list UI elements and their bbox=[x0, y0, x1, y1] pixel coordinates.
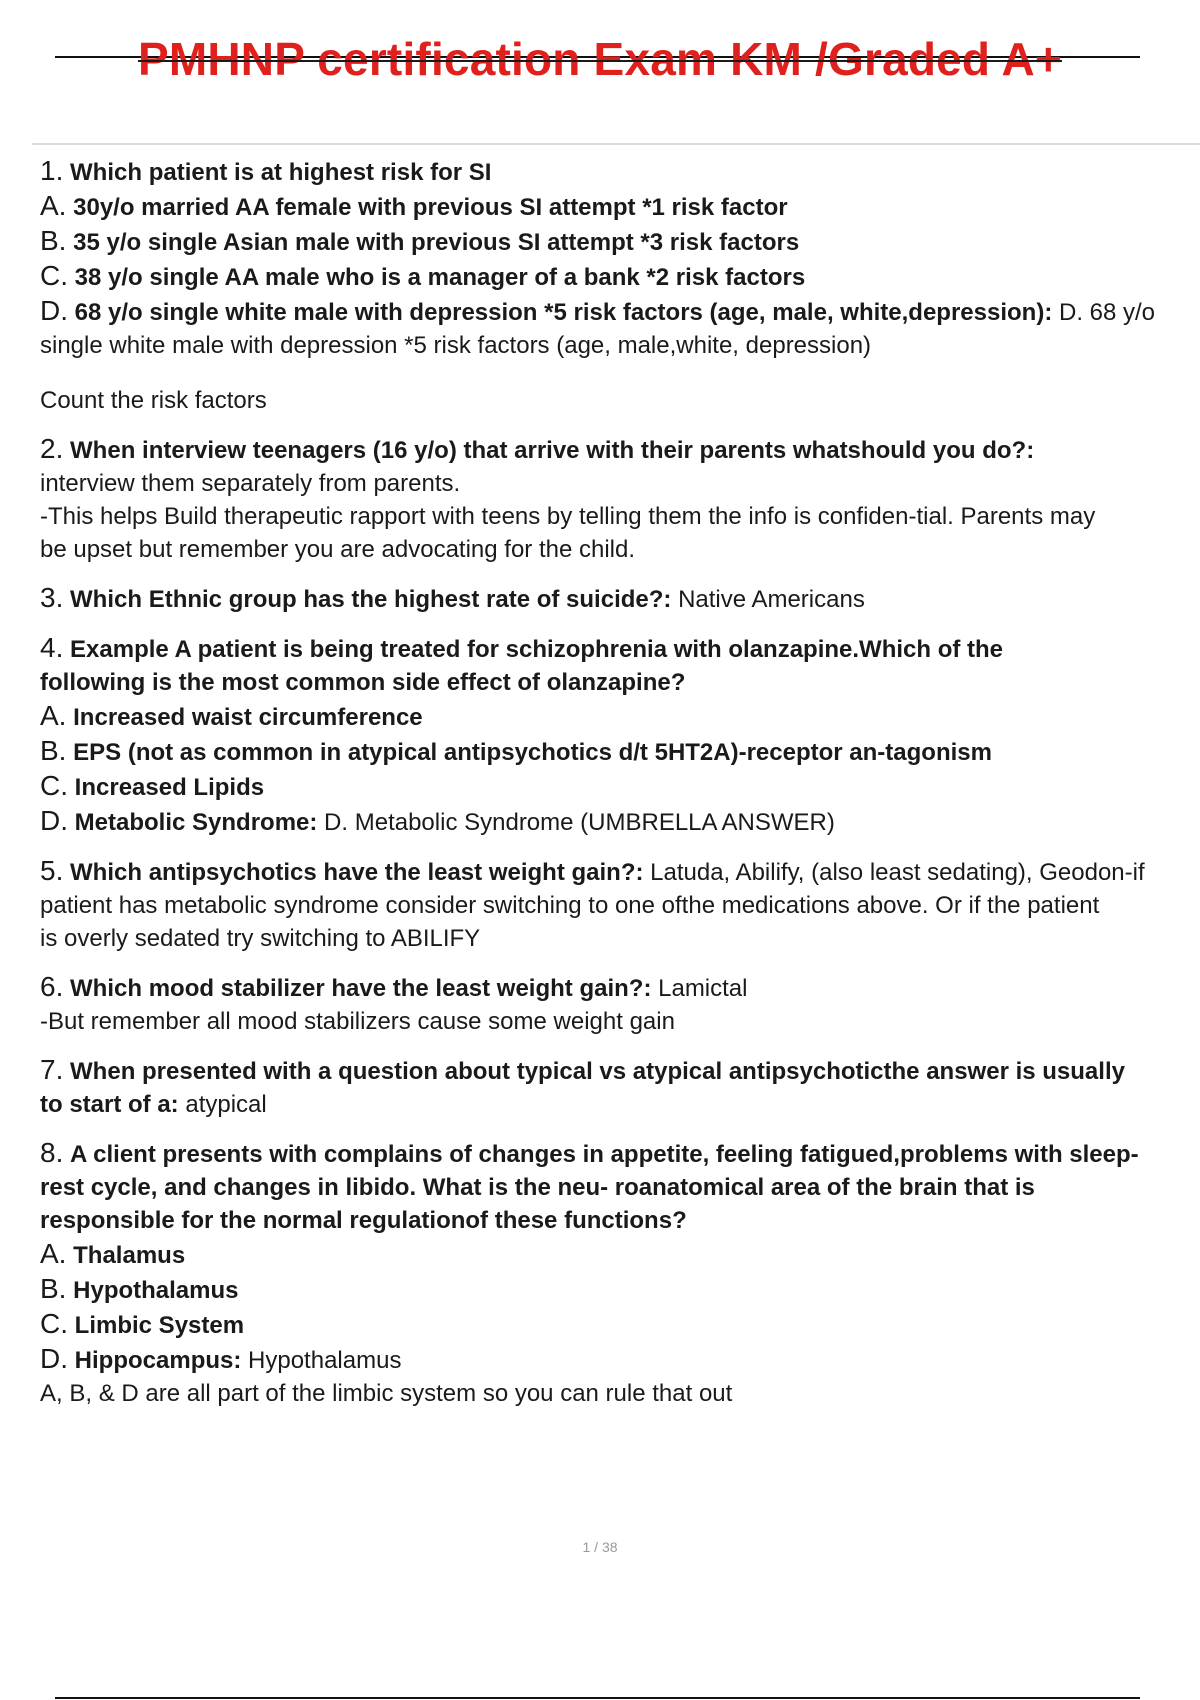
option-text: 35 y/o single Asian male with previous SI attempt *3 risk factors bbox=[73, 229, 800, 256]
question-number: 1. bbox=[40, 155, 64, 186]
question-2 bbox=[40, 432, 1192, 566]
option-letter: A. bbox=[40, 1238, 67, 1269]
option-text: EPS (not as common in atypical antipsychotics d/t 5HT2A)-receptor an-tagonism bbox=[73, 739, 992, 766]
option-text: Thalamus bbox=[73, 1242, 186, 1269]
document-body bbox=[40, 154, 1192, 1425]
answer-text: Native Americans bbox=[671, 586, 865, 613]
option-text: Increased waist circumference bbox=[73, 704, 423, 731]
study-note: Count the risk factors bbox=[40, 387, 267, 414]
question-text: rest cycle, and changes in libido. What is the neu- roanatomical area of the brain that is bbox=[40, 1174, 1035, 1201]
question-8 bbox=[40, 1136, 1192, 1410]
question-number: 5. bbox=[40, 855, 64, 886]
footer-rule bbox=[55, 1697, 1140, 1699]
answer-text: D. Metabolic Syndrome (UMBRELLA ANSWER) bbox=[317, 809, 835, 836]
study-note: -But remember all mood stabilizers cause some weight gain bbox=[40, 1008, 675, 1035]
answer-continuation: patient has metabolic syndrome consider switching to one ofthe medications above. Or if the patient bbox=[40, 892, 1100, 919]
option-text: 38 y/o single AA male who is a manager of a bank *2 risk factors bbox=[74, 264, 806, 291]
question-text: following is the most common side effect of olanzapine? bbox=[40, 669, 686, 696]
spacer bbox=[40, 362, 1192, 384]
answer-continuation: is overly sedated try switching to ABILIFY bbox=[40, 925, 481, 952]
question-text: Example A patient is being treated for schizophrenia with olanzapine.Which of the bbox=[70, 636, 1004, 663]
answer-continuation: single white male with depression *5 risk factors (age, male,white, depression) bbox=[40, 332, 872, 359]
option-text: Increased Lipids bbox=[74, 774, 265, 801]
answer-text: Latuda, Abilify, (also least sedating), Geodon-if bbox=[643, 859, 1145, 886]
question-3 bbox=[40, 581, 1192, 616]
option-letter: C. bbox=[40, 770, 68, 801]
option-letter: D. bbox=[40, 295, 68, 326]
question-text: Which Ethnic group has the highest rate of suicide?: bbox=[70, 586, 672, 613]
option-letter: C. bbox=[40, 1308, 68, 1339]
option-letter: D. bbox=[40, 1343, 68, 1374]
option-text: Hippocampus: bbox=[74, 1347, 242, 1374]
question-7 bbox=[40, 1053, 1192, 1121]
explanation-line: -This helps Build therapeutic rapport with teens by telling them the info is confiden-tial. Parents may bbox=[40, 503, 1096, 530]
study-note: A, B, & D are all part of the limbic system so you can rule that out bbox=[40, 1380, 733, 1407]
option-letter: A. bbox=[40, 700, 67, 731]
question-number: 4. bbox=[40, 632, 64, 663]
question-text: Which antipsychotics have the least weight gain?: bbox=[70, 859, 644, 886]
option-text: 30y/o married AA female with previous SI attempt *1 risk factor bbox=[73, 194, 788, 221]
question-number: 7. bbox=[40, 1054, 64, 1085]
option-letter: D. bbox=[40, 805, 68, 836]
option-text: Limbic System bbox=[74, 1312, 245, 1339]
question-number: 8. bbox=[40, 1137, 64, 1168]
question-text: responsible for the normal regulationof these functions? bbox=[40, 1207, 687, 1234]
answer-text: Lamictal bbox=[651, 975, 748, 1002]
question-4 bbox=[40, 631, 1192, 839]
question-text: When interview teenagers (16 y/o) that arrive with their parents whatshould you do?: bbox=[70, 437, 1035, 464]
answer-text: atypical bbox=[178, 1091, 267, 1118]
document-title: PMHNP certification Exam KM /Graded A+ bbox=[137, 33, 1062, 85]
option-text: Metabolic Syndrome: bbox=[74, 809, 318, 836]
option-letter: C. bbox=[40, 260, 68, 291]
option-letter: B. bbox=[40, 1273, 67, 1304]
option-letter: A. bbox=[40, 190, 67, 221]
question-6 bbox=[40, 970, 1192, 1038]
question-text: to start of a: bbox=[40, 1091, 179, 1118]
explanation-line: be upset but remember you are advocating for the child. bbox=[40, 536, 636, 563]
question-5 bbox=[40, 854, 1192, 955]
question-number: 3. bbox=[40, 582, 64, 613]
answer-text: D. 68 y/o bbox=[1052, 299, 1156, 326]
answer-text: Hypothalamus bbox=[241, 1347, 402, 1374]
answer-text: interview them separately from parents. bbox=[40, 470, 461, 497]
question-1 bbox=[40, 154, 1192, 417]
question-text: Which patient is at highest risk for SI bbox=[70, 159, 492, 186]
header-separator bbox=[32, 143, 1200, 145]
question-number: 6. bbox=[40, 971, 64, 1002]
page-indicator: 1 / 38 bbox=[582, 1539, 618, 1555]
question-text: A client presents with complains of changes in appetite, feeling fatigued,problems with sleep- bbox=[70, 1141, 1139, 1168]
question-text: When presented with a question about typical vs atypical antipsychoticthe answer is usually bbox=[70, 1058, 1125, 1085]
option-text: 68 y/o single white male with depression *5 risk factors (age, male, white,depression): bbox=[74, 299, 1053, 326]
question-number: 2. bbox=[40, 433, 64, 464]
question-text: Which mood stabilizer have the least weight gain?: bbox=[70, 975, 652, 1002]
option-letter: B. bbox=[40, 735, 67, 766]
option-text: Hypothalamus bbox=[73, 1277, 239, 1304]
option-letter: B. bbox=[40, 225, 67, 256]
